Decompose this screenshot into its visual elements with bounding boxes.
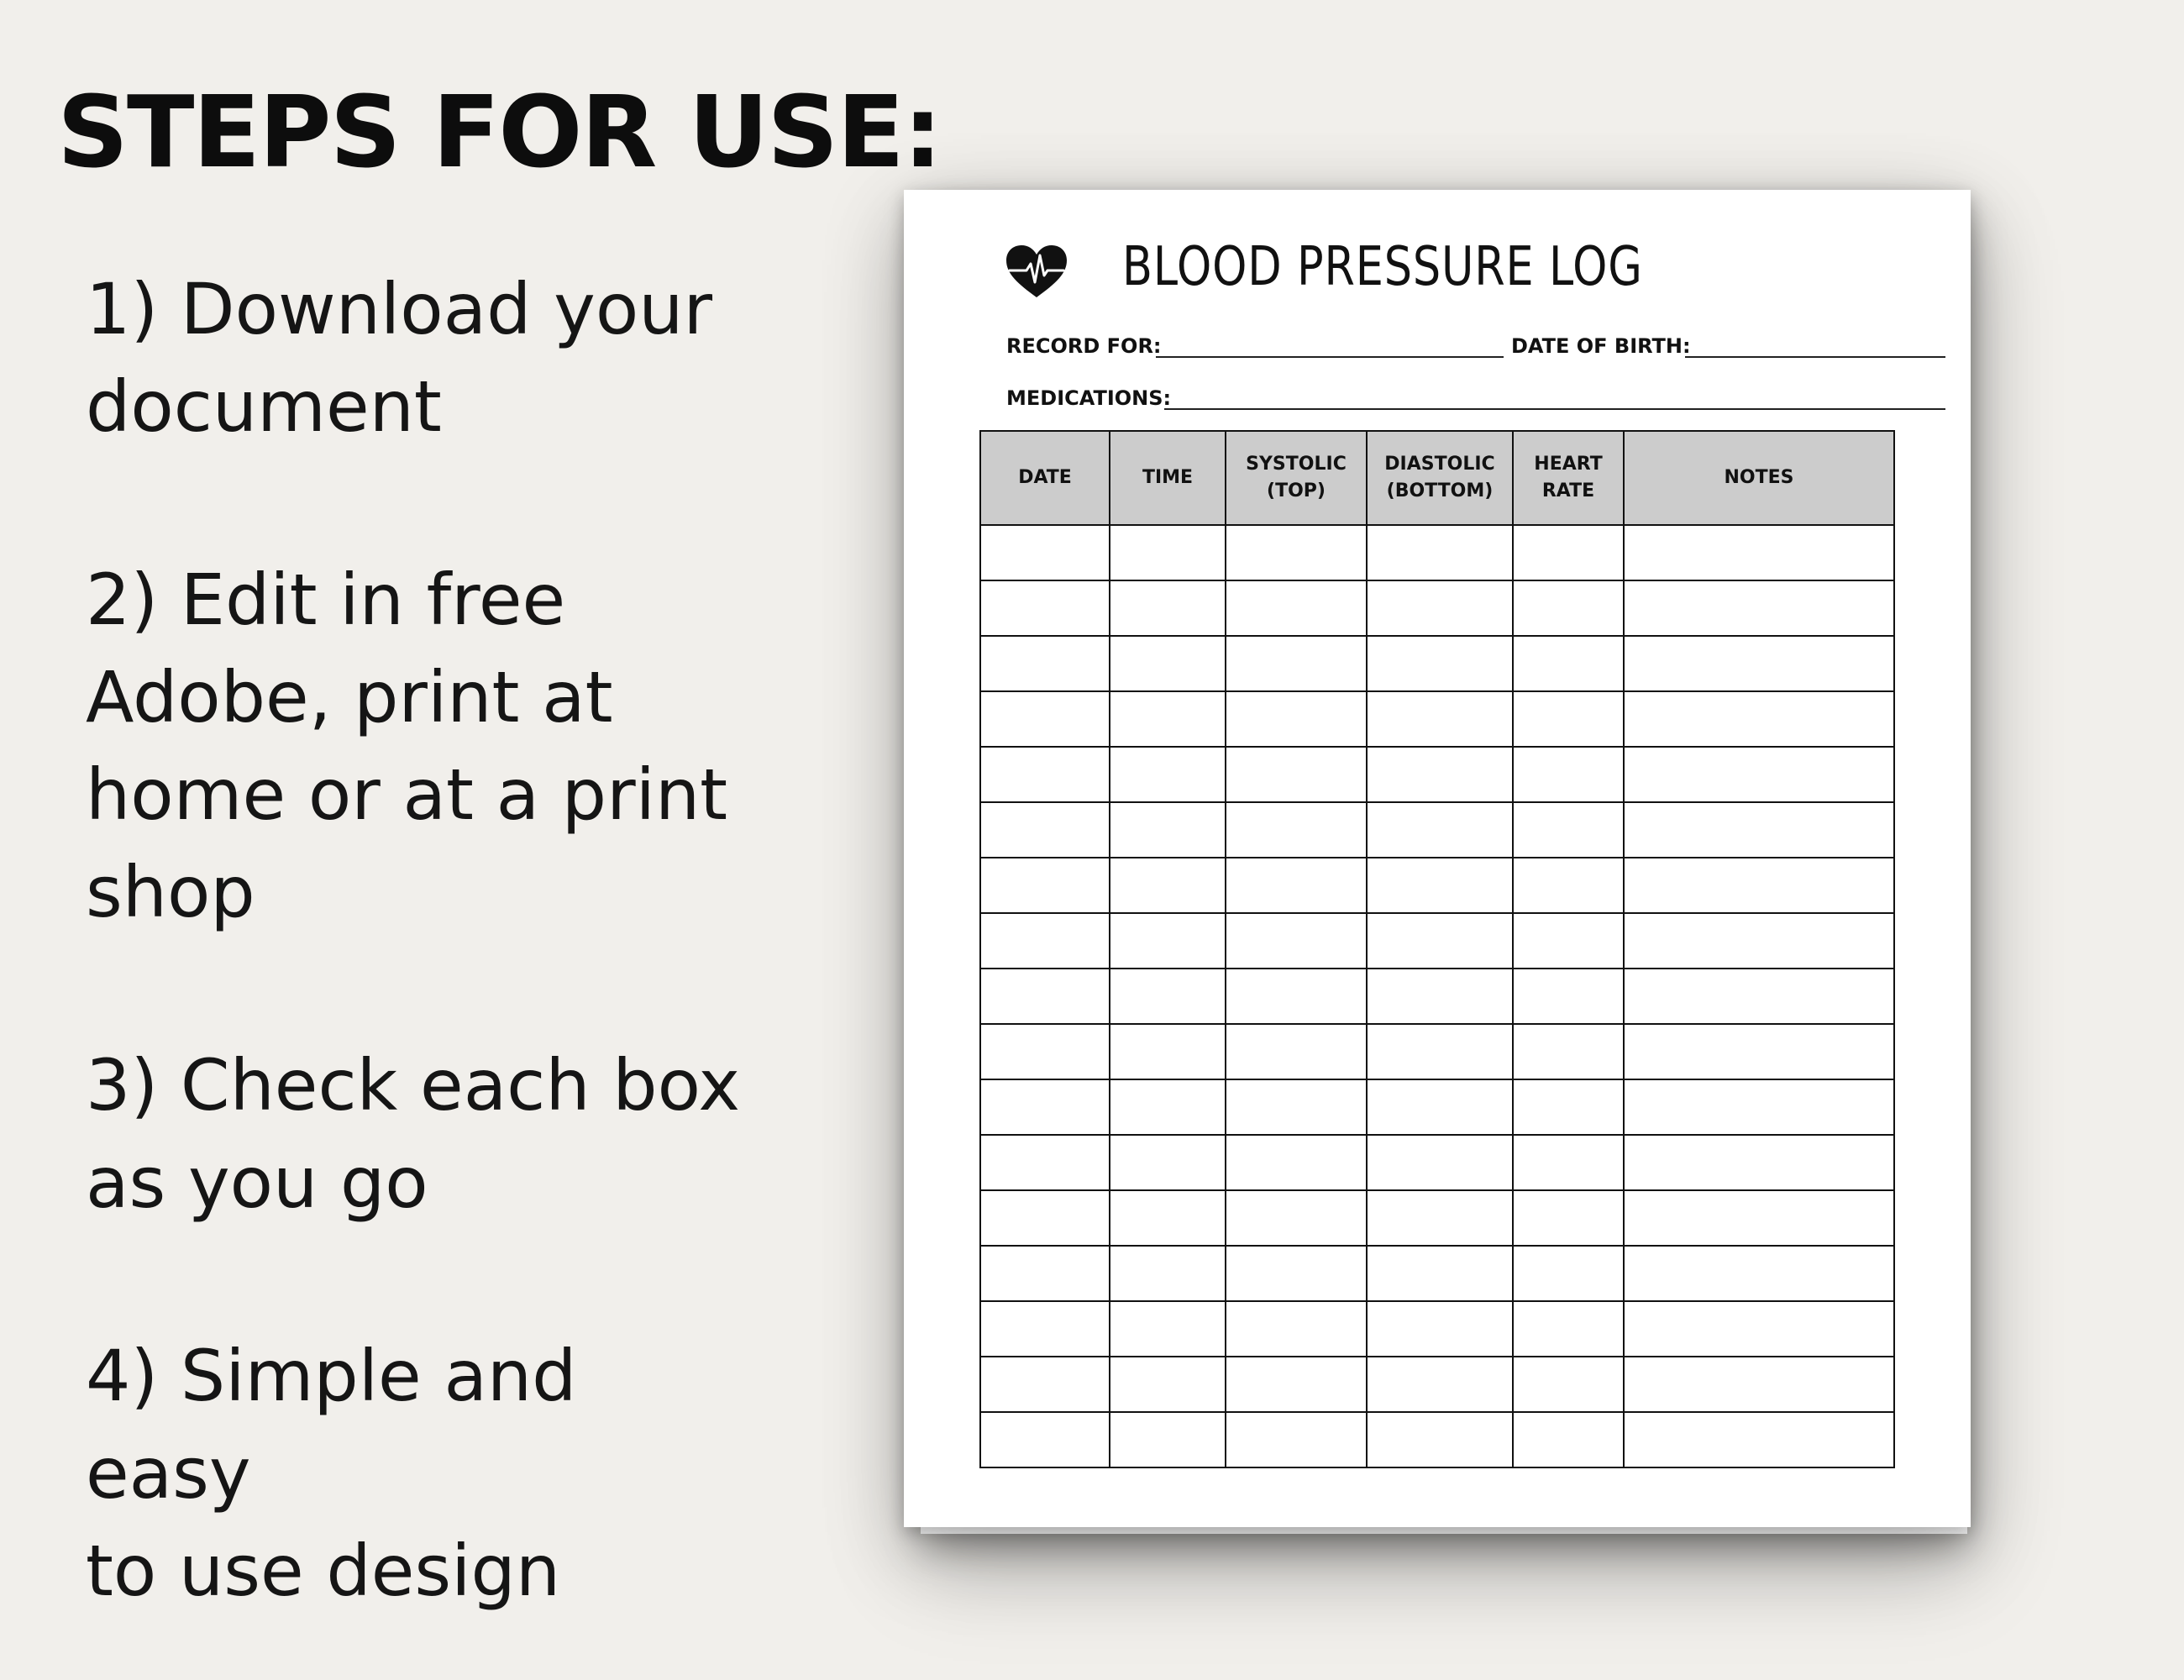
log-entry-cell[interactable]	[1226, 525, 1367, 580]
log-entry-cell[interactable]	[1110, 913, 1226, 969]
record-for-field[interactable]	[1156, 356, 1504, 358]
log-entry-cell[interactable]	[1624, 691, 1894, 747]
log-entry-cell[interactable]	[1513, 1135, 1624, 1190]
table-row	[980, 1079, 1894, 1135]
log-entry-cell[interactable]	[1367, 1024, 1513, 1079]
log-entry-cell[interactable]	[1513, 636, 1624, 691]
log-entry-cell[interactable]	[1513, 1024, 1624, 1079]
table-row	[980, 525, 1894, 580]
log-entry-cell[interactable]	[1110, 691, 1226, 747]
log-table-body	[980, 525, 1894, 1467]
log-entry-cell[interactable]	[980, 1024, 1110, 1079]
log-entry-cell[interactable]	[1226, 1246, 1367, 1301]
medications-field[interactable]	[1164, 408, 1945, 410]
table-row	[980, 747, 1894, 802]
log-entry-cell[interactable]	[1367, 1135, 1513, 1190]
log-entry-cell[interactable]	[1624, 525, 1894, 580]
log-entry-cell[interactable]	[1367, 1079, 1513, 1135]
log-entry-cell[interactable]	[1110, 1357, 1226, 1412]
log-entry-cell[interactable]	[1367, 858, 1513, 913]
record-for-label: RECORD FOR:	[1006, 334, 1162, 358]
log-entry-cell[interactable]	[980, 1079, 1110, 1135]
table-row	[980, 1024, 1894, 1079]
log-entry-cell[interactable]	[980, 747, 1110, 802]
log-entry-cell[interactable]	[1367, 969, 1513, 1024]
table-row	[980, 1246, 1894, 1301]
log-entry-cell[interactable]	[1110, 1135, 1226, 1190]
log-entry-cell[interactable]	[1624, 1246, 1894, 1301]
log-entry-cell[interactable]	[1226, 969, 1367, 1024]
log-entry-cell[interactable]	[1367, 913, 1513, 969]
log-entry-cell[interactable]	[980, 1412, 1110, 1467]
log-entry-cell[interactable]	[1513, 1079, 1624, 1135]
log-entry-cell[interactable]	[1513, 969, 1624, 1024]
steps-title: STEPS FOR USE:	[57, 74, 942, 190]
log-entry-cell[interactable]	[1110, 858, 1226, 913]
log-entry-cell[interactable]	[1110, 969, 1226, 1024]
log-entry-cell[interactable]	[1513, 1357, 1624, 1412]
log-entry-cell[interactable]	[1367, 1246, 1513, 1301]
log-entry-cell[interactable]	[1367, 802, 1513, 858]
log-entry-cell[interactable]	[1513, 1412, 1624, 1467]
log-entry-cell[interactable]	[1110, 1301, 1226, 1357]
log-entry-cell[interactable]	[1513, 1190, 1624, 1246]
step-2-text: 2) Edit in free Adobe, print at home or at a print shop	[86, 559, 728, 933]
table-row	[980, 913, 1894, 969]
log-entry-cell[interactable]	[980, 580, 1110, 636]
medications-label: MEDICATIONS:	[1006, 386, 1172, 410]
log-entry-cell[interactable]	[1226, 858, 1367, 913]
log-entry-cell[interactable]	[1226, 1024, 1367, 1079]
column-header-diastolic: DIASTOLIC (BOTTOM)	[1367, 431, 1513, 525]
log-entry-cell[interactable]	[1624, 1135, 1894, 1190]
log-entry-cell[interactable]	[1624, 747, 1894, 802]
log-entry-cell[interactable]	[980, 636, 1110, 691]
log-entry-cell[interactable]	[1110, 1246, 1226, 1301]
log-entry-cell[interactable]	[1226, 802, 1367, 858]
log-entry-cell[interactable]	[1110, 747, 1226, 802]
log-entry-cell[interactable]	[1226, 1301, 1367, 1357]
log-entry-cell[interactable]	[1624, 1412, 1894, 1467]
log-entry-cell[interactable]	[980, 913, 1110, 969]
log-entry-cell[interactable]	[1624, 1357, 1894, 1412]
log-entry-cell[interactable]	[1624, 1190, 1894, 1246]
log-entry-cell[interactable]	[1513, 525, 1624, 580]
log-entry-cell[interactable]	[1513, 913, 1624, 969]
log-entry-cell[interactable]	[1513, 580, 1624, 636]
log-entry-cell[interactable]	[980, 1135, 1110, 1190]
column-header-date: DATE	[980, 431, 1110, 525]
log-entry-cell[interactable]	[1226, 747, 1367, 802]
log-entry-cell[interactable]	[1367, 1357, 1513, 1412]
column-header-systolic: SYSTOLIC (TOP)	[1226, 431, 1367, 525]
table-row	[980, 858, 1894, 913]
log-entry-cell[interactable]	[1624, 580, 1894, 636]
table-row	[980, 1412, 1894, 1467]
log-entry-cell[interactable]	[1226, 1079, 1367, 1135]
log-entry-cell[interactable]	[980, 802, 1110, 858]
log-entry-cell[interactable]	[1110, 1412, 1226, 1467]
log-entry-cell[interactable]	[1367, 1301, 1513, 1357]
log-entry-cell[interactable]	[1110, 1190, 1226, 1246]
log-entry-cell[interactable]	[1367, 636, 1513, 691]
table-row	[980, 580, 1894, 636]
log-entry-cell[interactable]	[1513, 802, 1624, 858]
step-3-text: 3) Check each box as you go	[86, 1044, 741, 1224]
log-entry-cell[interactable]	[980, 1357, 1110, 1412]
log-entry-cell[interactable]	[980, 1190, 1110, 1246]
column-header-notes: NOTES	[1624, 431, 1894, 525]
log-entry-cell[interactable]	[1513, 691, 1624, 747]
log-entry-cell[interactable]	[1367, 525, 1513, 580]
log-entry-cell[interactable]	[1513, 1246, 1624, 1301]
log-entry-cell[interactable]	[1367, 691, 1513, 747]
log-entry-cell[interactable]	[1513, 858, 1624, 913]
blood-pressure-log-table	[979, 430, 1895, 1468]
log-entry-cell[interactable]	[1624, 913, 1894, 969]
log-entry-cell[interactable]	[1226, 636, 1367, 691]
log-entry-cell[interactable]	[1513, 1301, 1624, 1357]
log-entry-cell[interactable]	[1624, 1301, 1894, 1357]
log-entry-cell[interactable]	[1226, 1412, 1367, 1467]
log-entry-cell[interactable]	[1513, 747, 1624, 802]
step-4-text: 4) Simple and easy to use design	[86, 1335, 577, 1612]
log-entry-cell[interactable]	[1226, 1190, 1367, 1246]
table-row	[980, 691, 1894, 747]
table-row	[980, 636, 1894, 691]
log-entry-cell[interactable]	[1110, 636, 1226, 691]
log-entry-cell[interactable]	[1226, 1135, 1367, 1190]
log-entry-cell[interactable]	[1624, 636, 1894, 691]
log-title: BLOOD PRESSURE LOG	[1122, 236, 1643, 298]
blood-pressure-log-sheet	[904, 190, 1971, 1527]
log-entry-cell[interactable]	[1226, 580, 1367, 636]
log-entry-cell[interactable]	[1624, 1024, 1894, 1079]
date-of-birth-field[interactable]	[1685, 356, 1945, 358]
table-row	[980, 1135, 1894, 1190]
log-entry-cell[interactable]	[1110, 580, 1226, 636]
log-entry-cell[interactable]	[1110, 525, 1226, 580]
log-entry-cell[interactable]	[1624, 1079, 1894, 1135]
log-entry-cell[interactable]	[1110, 1079, 1226, 1135]
log-entry-cell[interactable]	[980, 858, 1110, 913]
date-of-birth-label: DATE OF BIRTH:	[1511, 334, 1691, 358]
step-1-text: 1) Download your document	[86, 268, 713, 448]
column-header-time: TIME	[1110, 431, 1226, 525]
log-entry-cell[interactable]	[980, 691, 1110, 747]
log-entry-cell[interactable]	[1110, 802, 1226, 858]
table-row	[980, 1190, 1894, 1246]
log-entry-cell[interactable]	[1367, 1190, 1513, 1246]
log-entry-cell[interactable]	[1226, 913, 1367, 969]
log-entry-cell[interactable]	[1624, 969, 1894, 1024]
table-row	[980, 1357, 1894, 1412]
log-entry-cell[interactable]	[1367, 1412, 1513, 1467]
log-entry-cell[interactable]	[980, 1301, 1110, 1357]
table-header-row	[980, 431, 1894, 525]
log-entry-cell[interactable]	[980, 1246, 1110, 1301]
table-row	[980, 969, 1894, 1024]
log-entry-cell[interactable]	[1367, 747, 1513, 802]
log-entry-cell[interactable]	[1367, 580, 1513, 636]
log-entry-cell[interactable]	[1624, 858, 1894, 913]
log-entry-cell[interactable]	[980, 525, 1110, 580]
table-row	[980, 1301, 1894, 1357]
log-entry-cell[interactable]	[1624, 802, 1894, 858]
log-entry-cell[interactable]	[980, 969, 1110, 1024]
table-row	[980, 802, 1894, 858]
heart-pulse-icon	[1006, 245, 1067, 299]
log-entry-cell[interactable]	[1226, 691, 1367, 747]
column-header-heart-rate: HEART RATE	[1513, 431, 1624, 525]
log-entry-cell[interactable]	[1110, 1024, 1226, 1079]
log-entry-cell[interactable]	[1226, 1357, 1367, 1412]
